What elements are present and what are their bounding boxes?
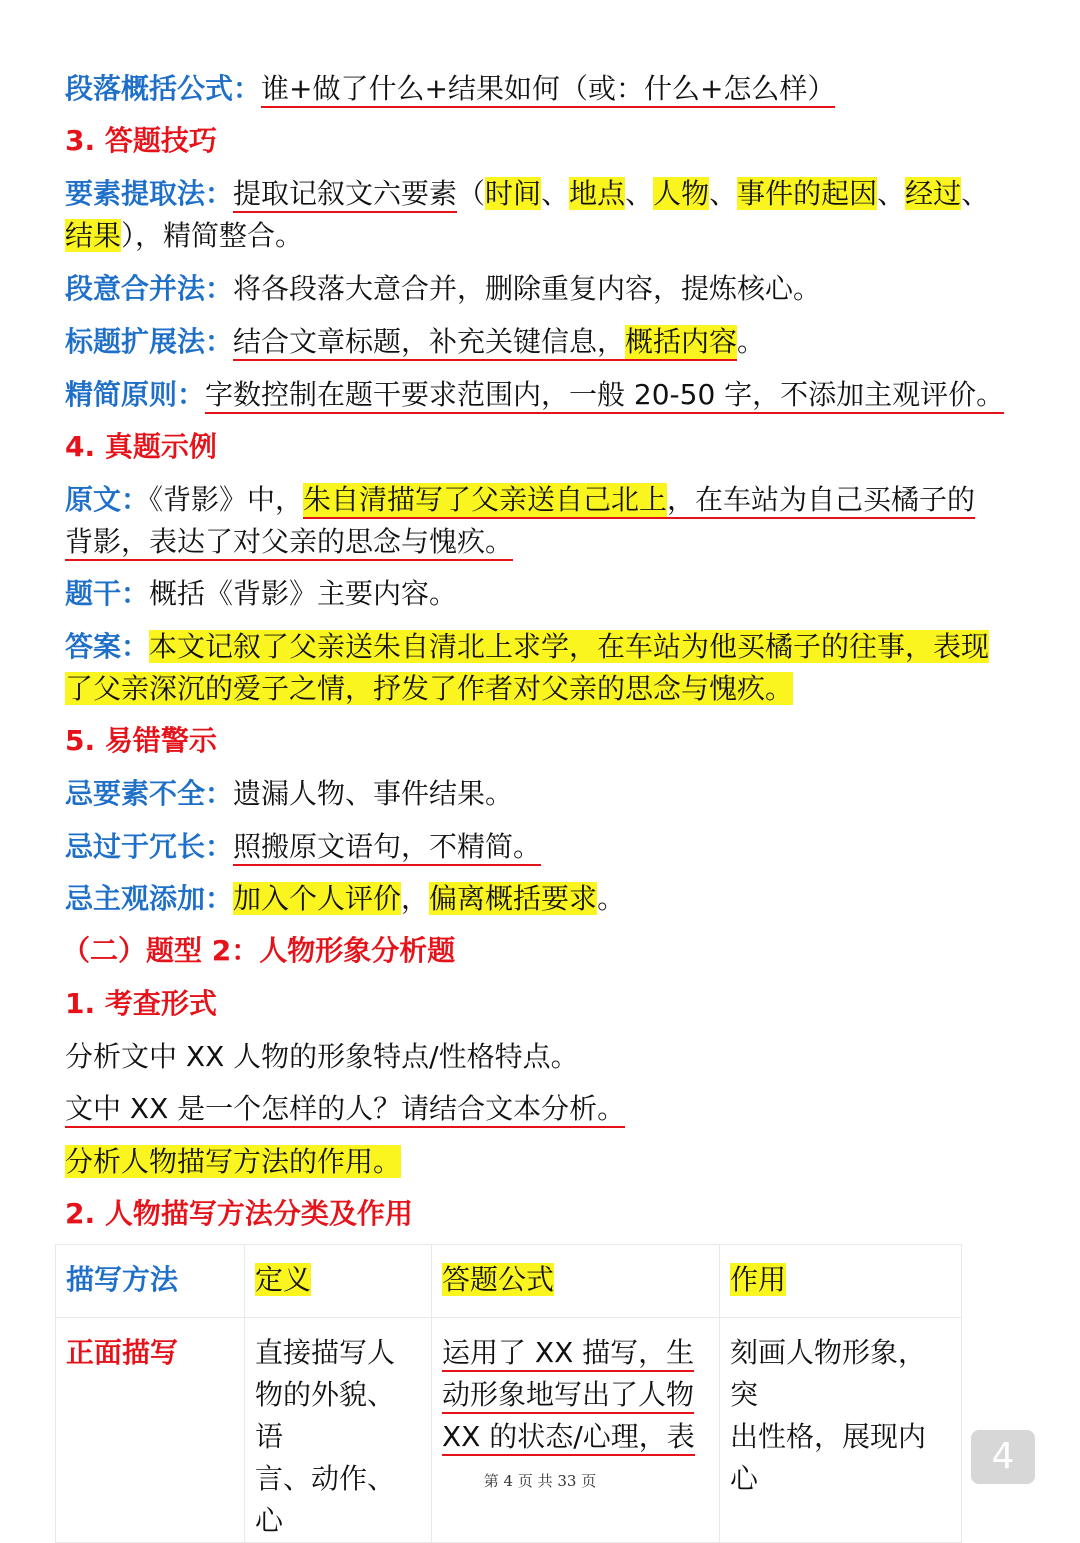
effect-line: 刻画人物形象，突 [730,1336,927,1411]
heading-question-type-2: （二）题型 2：人物形象分析题 [62,934,456,967]
page-number-badge[interactable]: 4 [971,1430,1035,1484]
method-text: 正面描写 [66,1336,179,1369]
sep: 、 [877,177,906,210]
heading-description-methods: 2. 人物描写方法分类及作用 [65,1197,413,1230]
exam-form-text: 文中 XX 是一个怎样的人？请结合文本分析。 [65,1092,625,1128]
exam-form-text: 分析人物描写方法的作用。 [65,1145,402,1178]
table-header-cell [720,1245,962,1318]
original-continued: 背影，表达了对父亲的思念与愧疚。 [65,525,513,561]
period: 。 [597,882,626,915]
keyword-cause: 事件的起因 [737,177,878,210]
section-label: 标题扩展法： [65,325,234,358]
merge-text: 将各段落大意合并，删除重复内容，提炼核心。 [233,272,822,305]
paren-open: （ [457,177,486,210]
keyword-process: 经过 [905,177,962,210]
table-header-cell [245,1245,432,1318]
warning-subjective-line [65,878,625,920]
section-label: 忌主观添加： [65,882,234,915]
extract-tail: ），精简整合。 [121,219,304,252]
effect-line: 出性格，展现内心 [730,1420,927,1495]
warning-highlight-2: 偏离概括要求 [429,882,598,915]
warning-text: 遗漏人物、事件结果。 [233,777,514,810]
expand-text: 结合文章标题，补充关键信息， [233,325,625,361]
sep: 、 [709,177,738,210]
section-label: 精简原则： [65,378,206,411]
definition-line: 物的外貌、语 [255,1378,396,1453]
heading-answer-tips: 3. 答题技巧 [65,124,217,157]
section-label: 段落概括公式： [65,72,262,105]
heading-example: 4. 真题示例 [65,430,217,463]
definition-line: 言、动作、心 [255,1462,396,1537]
stem-text: 概括《背影》主要内容。 [149,577,458,610]
original-highlight: 朱自清描写了父亲送自己北上 [303,483,667,519]
formula-line: 动形象地写出了人物 [442,1378,694,1414]
table-cell-definition [245,1318,432,1543]
sep: 、 [961,177,990,210]
extract-text: 提取记叙文六要素 [233,177,457,213]
section-label: 要素提取法： [65,177,234,210]
table-row [56,1318,962,1543]
table-cell-effect [720,1318,962,1543]
table-cell-method [56,1318,245,1543]
original-rest: ，在车站为自己买橘子的 [667,483,975,519]
sep: 、 [541,177,570,210]
keyword-person: 人物 [653,177,710,210]
heading-exam-form: 1. 考查形式 [65,987,217,1020]
keyword-result: 结果 [65,219,122,252]
table-header-cell [56,1245,245,1318]
formula-line: XX 的状态/心理，表 [442,1420,695,1456]
expand-highlight: 概括内容 [625,325,737,361]
heading-warnings: 5. 易错警示 [65,724,217,757]
warning-text: 照搬原文语句，不精简。 [233,830,541,866]
exam-form-item-1: 分析文中 XX 人物的形象特点/性格特点。 [65,1040,579,1073]
section-label: 忌要素不全： [65,777,234,810]
header-text: 定义 [255,1263,312,1296]
period: 。 [737,325,766,358]
element-extract-line-1 [65,173,989,215]
table-cell-formula [432,1318,720,1543]
exam-form-item-3 [65,1141,401,1183]
concise-principle-line [65,374,1004,416]
header-text: 作用 [730,1263,787,1296]
warning-incomplete-line [65,773,513,815]
table-header-cell [432,1245,720,1318]
exam-form-item-2 [65,1088,625,1130]
section-label: 段意合并法： [65,272,234,305]
answer-line-1 [65,626,989,668]
paragraph-formula-line [65,68,835,110]
warning-verbose-line [65,826,541,868]
section-label: 忌过于冗长： [65,830,234,863]
header-text: 答题公式 [442,1263,555,1296]
formula-text: 谁+做了什么+结果如何（或：什么+怎么样） [261,72,835,108]
definition-line: 直接描写人 [255,1336,396,1369]
answer-line-2 [65,668,793,710]
answer-continued: 了父亲深沉的爱子之情，抒发了作者对父亲的思念与愧疚。 [65,672,794,705]
section-label: 答案： [65,630,150,663]
warning-highlight-1: 加入个人评价 [233,882,402,915]
principle-text: 字数控制在题干要求范围内，一般 20-50 字，不添加主观评价。 [205,378,1004,414]
sep: 、 [625,177,654,210]
sep: ， [401,882,430,915]
keyword-place: 地点 [569,177,626,210]
section-label: 原文： [65,483,150,516]
keyword-time: 时间 [485,177,542,210]
answer-text: 本文记叙了父亲送朱自清北上求学，在车站为他买橘子的往事，表现 [149,630,990,663]
original-text-line-1 [65,479,975,521]
formula-line: 运用了 XX 描写，生 [442,1336,694,1372]
original-prefix: 《背影》中， [149,483,304,516]
title-expand-line [65,321,765,363]
description-methods-table [55,1244,962,1543]
page-footer: 第 4 页 共 33 页 [483,1472,597,1490]
header-text: 描写方法 [66,1263,179,1296]
table-header-row [56,1245,962,1318]
element-extract-line-2 [65,215,303,257]
original-text-line-2 [65,521,513,563]
question-stem-line [65,573,457,615]
section-label: 题干： [65,577,150,610]
paragraph-merge-line [65,268,821,310]
